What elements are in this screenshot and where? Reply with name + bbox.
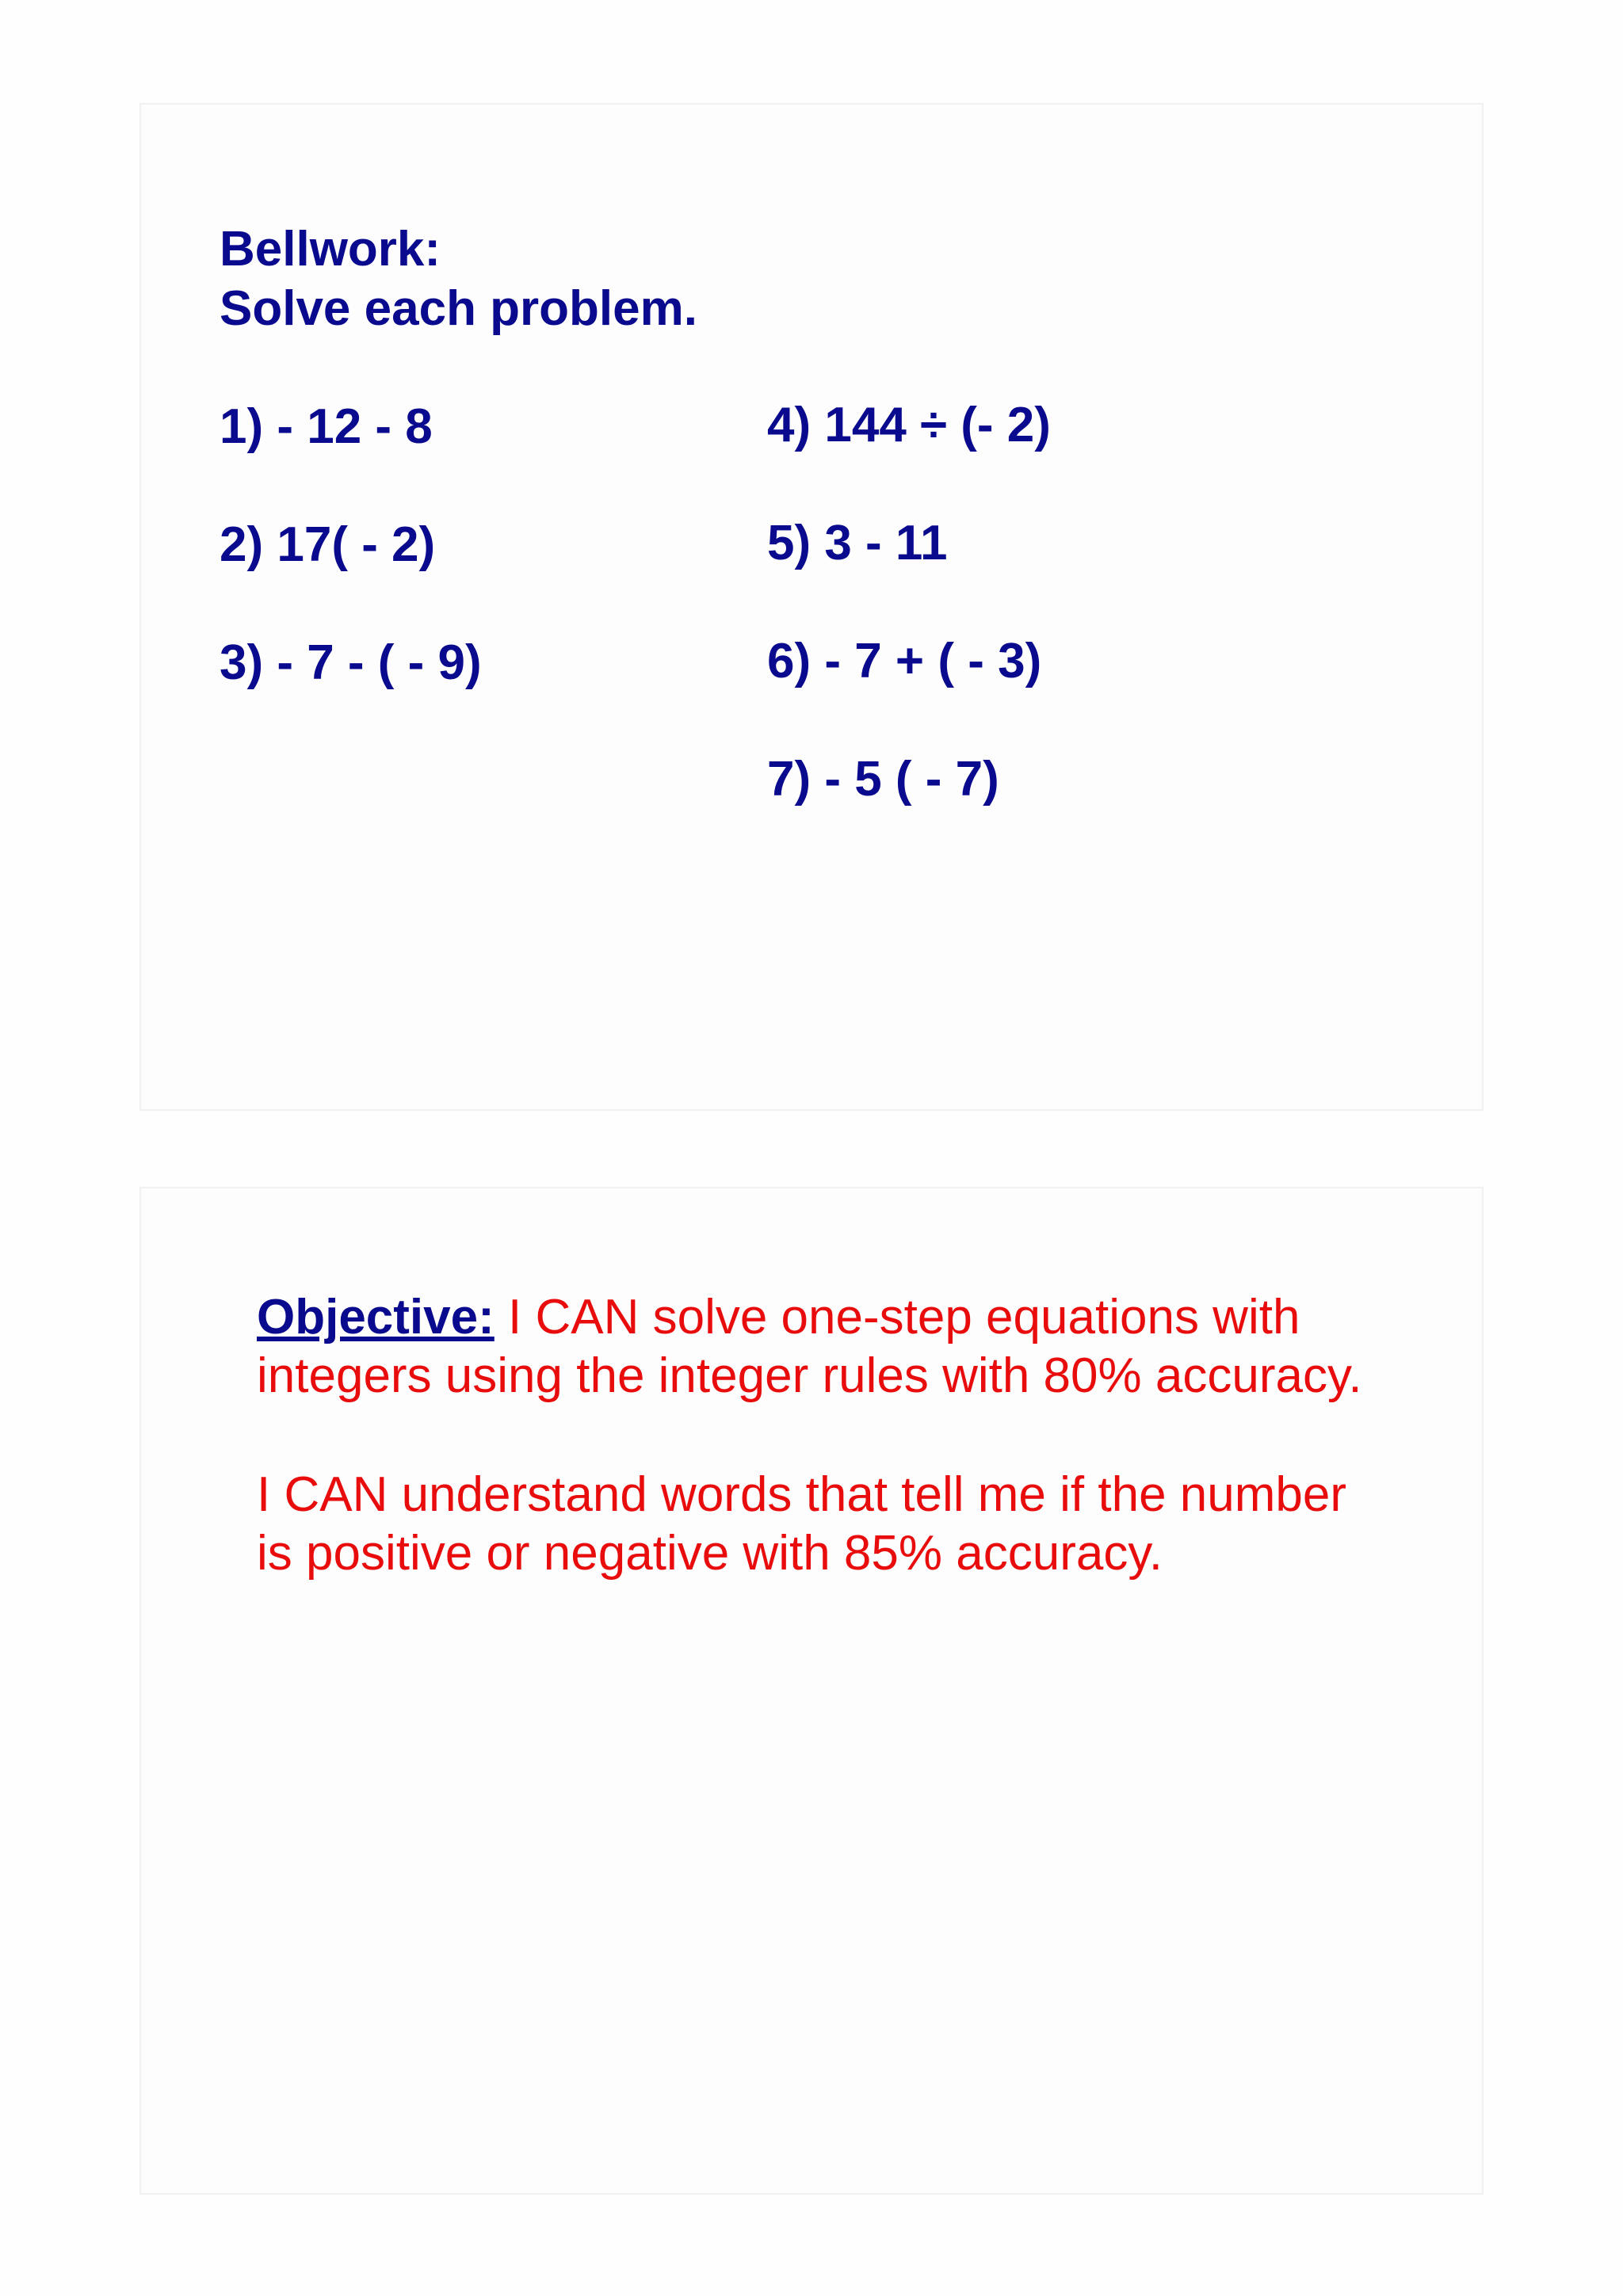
problem-3: 3) - 7 - ( - 9)	[220, 635, 482, 690]
objective-line-2: integers using the integer rules with 80% accuracy.	[257, 1348, 1362, 1403]
problem-5: 5) 3 - 11	[767, 516, 948, 570]
problem-1: 1) - 12 - 8	[220, 399, 433, 454]
bellwork-title: Bellwork:	[220, 222, 441, 277]
objective-slide	[139, 1187, 1484, 2195]
problem-2: 2) 17( - 2)	[220, 517, 436, 572]
goal-line-2: is positive or negative with 85% accuracy.	[257, 1526, 1163, 1581]
objective-label: Objective:	[257, 1290, 495, 1344]
problem-6: 6) - 7 + ( - 3)	[767, 634, 1042, 688]
problem-7: 7) - 5 ( - 7)	[767, 752, 999, 807]
objective-line-1	[257, 1290, 1300, 1344]
bellwork-instructions: Solve each problem.	[220, 281, 697, 336]
goal-line-1: I CAN understand words that tell me if the number	[257, 1467, 1346, 1522]
objective-text: I CAN solve one-step equations with	[494, 1290, 1300, 1344]
problem-4: 4) 144 ÷ (- 2)	[767, 398, 1051, 452]
bellwork-slide	[139, 103, 1484, 1111]
